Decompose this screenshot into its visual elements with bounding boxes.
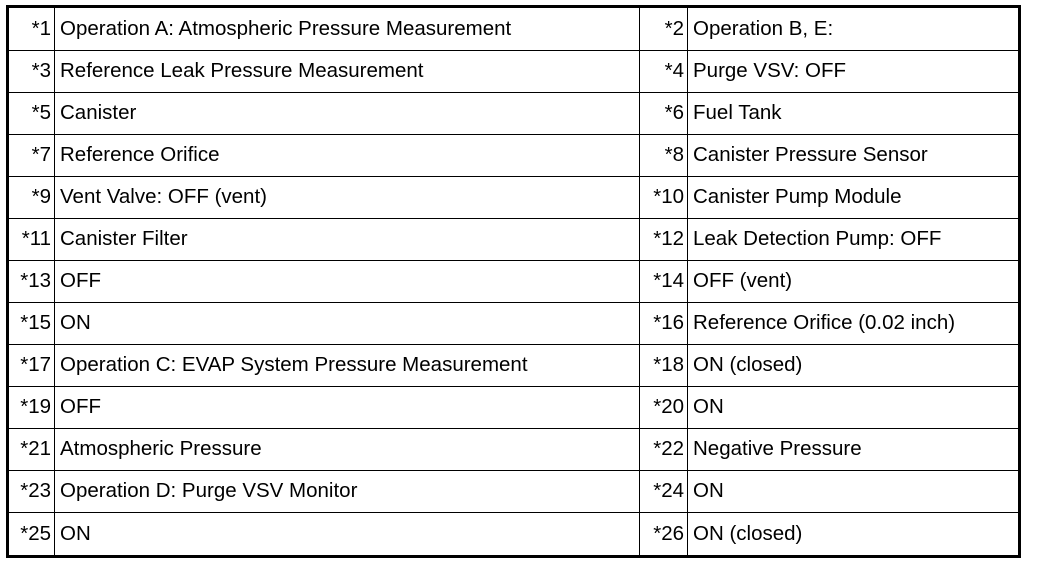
- legend-number: *11: [8, 218, 55, 260]
- table-row: [8, 428, 1020, 470]
- legend-number: *2: [640, 7, 688, 51]
- legend-description: OFF: [55, 386, 640, 428]
- legend-description: Atmospheric Pressure: [55, 428, 640, 470]
- table-row: [8, 176, 1020, 218]
- legend-number: *8: [640, 134, 688, 176]
- legend-number: *16: [640, 302, 688, 344]
- legend-description: ON: [55, 512, 640, 556]
- table-row: [8, 260, 1020, 302]
- table-row: [8, 512, 1020, 556]
- legend-description: Operation C: EVAP System Pressure Measurement: [55, 344, 640, 386]
- legend-number: *12: [640, 218, 688, 260]
- legend-number: *3: [8, 50, 55, 92]
- table-row: [8, 386, 1020, 428]
- legend-description: Operation B, E:: [688, 7, 1020, 51]
- legend-number: *23: [8, 470, 55, 512]
- legend-number: *19: [8, 386, 55, 428]
- legend-description: ON (closed): [688, 512, 1020, 556]
- legend-description: Operation A: Atmospheric Pressure Measurement: [55, 7, 640, 51]
- table-row: [8, 344, 1020, 386]
- legend-description: Reference Leak Pressure Measurement: [55, 50, 640, 92]
- legend-number: *9: [8, 176, 55, 218]
- table-row: [8, 92, 1020, 134]
- legend-number: *7: [8, 134, 55, 176]
- legend-description: Canister Pressure Sensor: [688, 134, 1020, 176]
- legend-description: ON: [688, 470, 1020, 512]
- table-row: [8, 134, 1020, 176]
- table-row: [8, 302, 1020, 344]
- legend-table: [6, 5, 1021, 558]
- legend-description: Canister Pump Module: [688, 176, 1020, 218]
- legend-description: Leak Detection Pump: OFF: [688, 218, 1020, 260]
- legend-description: Reference Orifice (0.02 inch): [688, 302, 1020, 344]
- legend-description: Canister Filter: [55, 218, 640, 260]
- legend-table-body: [8, 7, 1020, 557]
- legend-number: *6: [640, 92, 688, 134]
- legend-number: *1: [8, 7, 55, 51]
- legend-description: ON (closed): [688, 344, 1020, 386]
- legend-number: *4: [640, 50, 688, 92]
- table-row: [8, 7, 1020, 51]
- legend-description: Operation D: Purge VSV Monitor: [55, 470, 640, 512]
- legend-number: *13: [8, 260, 55, 302]
- legend-description: OFF: [55, 260, 640, 302]
- table-row: [8, 470, 1020, 512]
- legend-number: *24: [640, 470, 688, 512]
- legend-number: *18: [640, 344, 688, 386]
- legend-description: Purge VSV: OFF: [688, 50, 1020, 92]
- legend-description: Reference Orifice: [55, 134, 640, 176]
- legend-number: *22: [640, 428, 688, 470]
- legend-description: Canister: [55, 92, 640, 134]
- legend-description: ON: [688, 386, 1020, 428]
- legend-description: Fuel Tank: [688, 92, 1020, 134]
- legend-number: *14: [640, 260, 688, 302]
- legend-number: *25: [8, 512, 55, 556]
- legend-description: Vent Valve: OFF (vent): [55, 176, 640, 218]
- legend-number: *21: [8, 428, 55, 470]
- legend-description: ON: [55, 302, 640, 344]
- legend-number: *15: [8, 302, 55, 344]
- legend-number: *5: [8, 92, 55, 134]
- legend-number: *10: [640, 176, 688, 218]
- table-row: [8, 50, 1020, 92]
- legend-number: *17: [8, 344, 55, 386]
- legend-description: OFF (vent): [688, 260, 1020, 302]
- legend-description: Negative Pressure: [688, 428, 1020, 470]
- legend-number: *20: [640, 386, 688, 428]
- table-row: [8, 218, 1020, 260]
- legend-number: *26: [640, 512, 688, 556]
